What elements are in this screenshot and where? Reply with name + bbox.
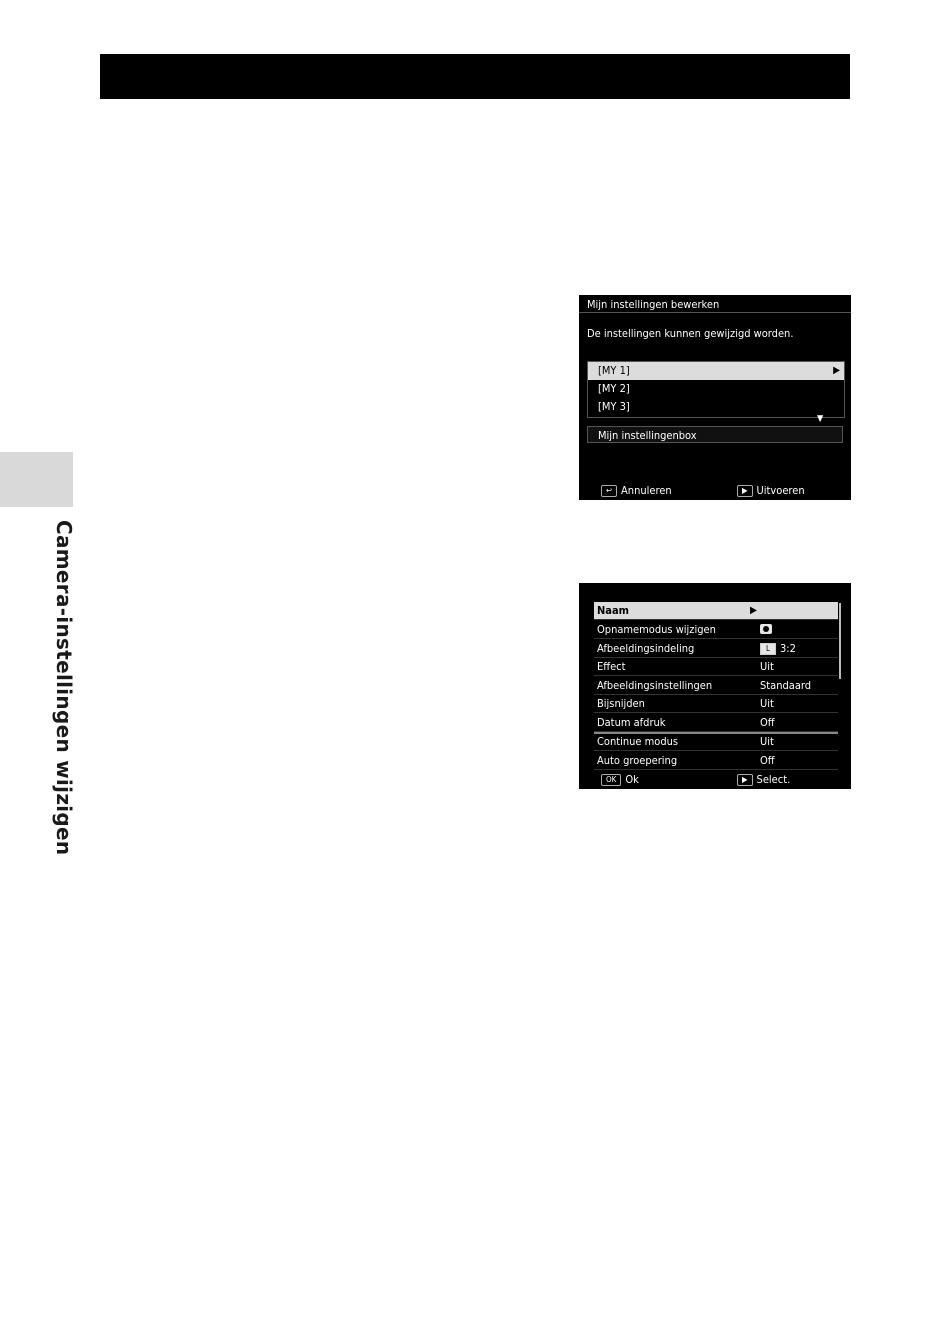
back-icon: ↩ [601,485,617,497]
cancel-label: Annuleren [621,484,672,497]
list-item-my2[interactable]: [MY 2] [598,382,630,395]
execute-label: Uitvoeren [756,484,805,497]
row-value: Uit [760,697,774,710]
camera-icon [760,621,772,639]
row-label: Effect [597,660,626,673]
row-value: Off [760,754,775,767]
play-icon: ▶ [737,774,753,786]
ok-key-icon: OK [601,774,621,786]
menu-row[interactable] [594,621,838,639]
execute-button[interactable] [737,484,805,497]
screen-message: De instellingen kunnen gewijzigd worden. [587,327,794,340]
list-item-my3[interactable]: [MY 3] [598,400,630,413]
row-label: Auto groepering [597,754,678,767]
arrow-down-icon: ▼ [817,414,824,424]
list-item-my1[interactable] [588,362,844,380]
my-settings-box[interactable]: Mijn instellingenbox [587,426,843,443]
row-value: Off [760,716,775,729]
menu-row[interactable] [594,752,838,770]
divider [579,312,851,313]
chapter-title: Camera-instellingen wijzigen [52,520,76,856]
row-label: Opnamemodus wijzigen [597,623,716,636]
row-label: Bijsnijden [597,697,645,710]
arrow-right-icon: ▶ [833,365,840,376]
menu-row[interactable] [594,658,838,676]
row-label: Afbeeldingsinstellingen [597,679,713,692]
row-value: Standaard [760,679,812,692]
row-value-text: 3:2 [780,642,796,655]
menu-row[interactable] [594,677,838,695]
list-item-label: [MY 1] [598,364,630,377]
settings-menu-screen [579,583,851,789]
select-button[interactable] [737,773,790,786]
menu-row[interactable] [594,640,838,658]
menu-row[interactable] [594,695,838,713]
screen-title: Mijn instellingen bewerken [587,298,720,311]
row-value [760,640,796,658]
menu-row[interactable] [594,733,838,751]
row-label: Continue modus [597,735,679,748]
select-label: Select. [756,773,791,786]
ok-button[interactable] [601,773,639,786]
scrollbar[interactable] [839,603,841,679]
cancel-button[interactable] [601,484,672,497]
size-badge: L [760,643,776,655]
row-label: Afbeeldingsindeling [597,642,695,655]
row-label: Naam [597,604,629,617]
my-settings-list [587,361,845,418]
section-header-bar [100,54,850,99]
row-value: Uit [760,735,774,748]
menu-row[interactable] [594,714,838,732]
ok-label: Ok [625,773,639,786]
row-label: Datum afdruk [597,716,666,729]
menu-row[interactable] [594,602,838,620]
row-value: Uit [760,660,774,673]
edit-settings-screen [579,295,851,500]
chapter-tab [0,452,73,507]
play-icon: ▶ [737,485,753,497]
arrow-right-icon: ▶ [750,605,757,616]
